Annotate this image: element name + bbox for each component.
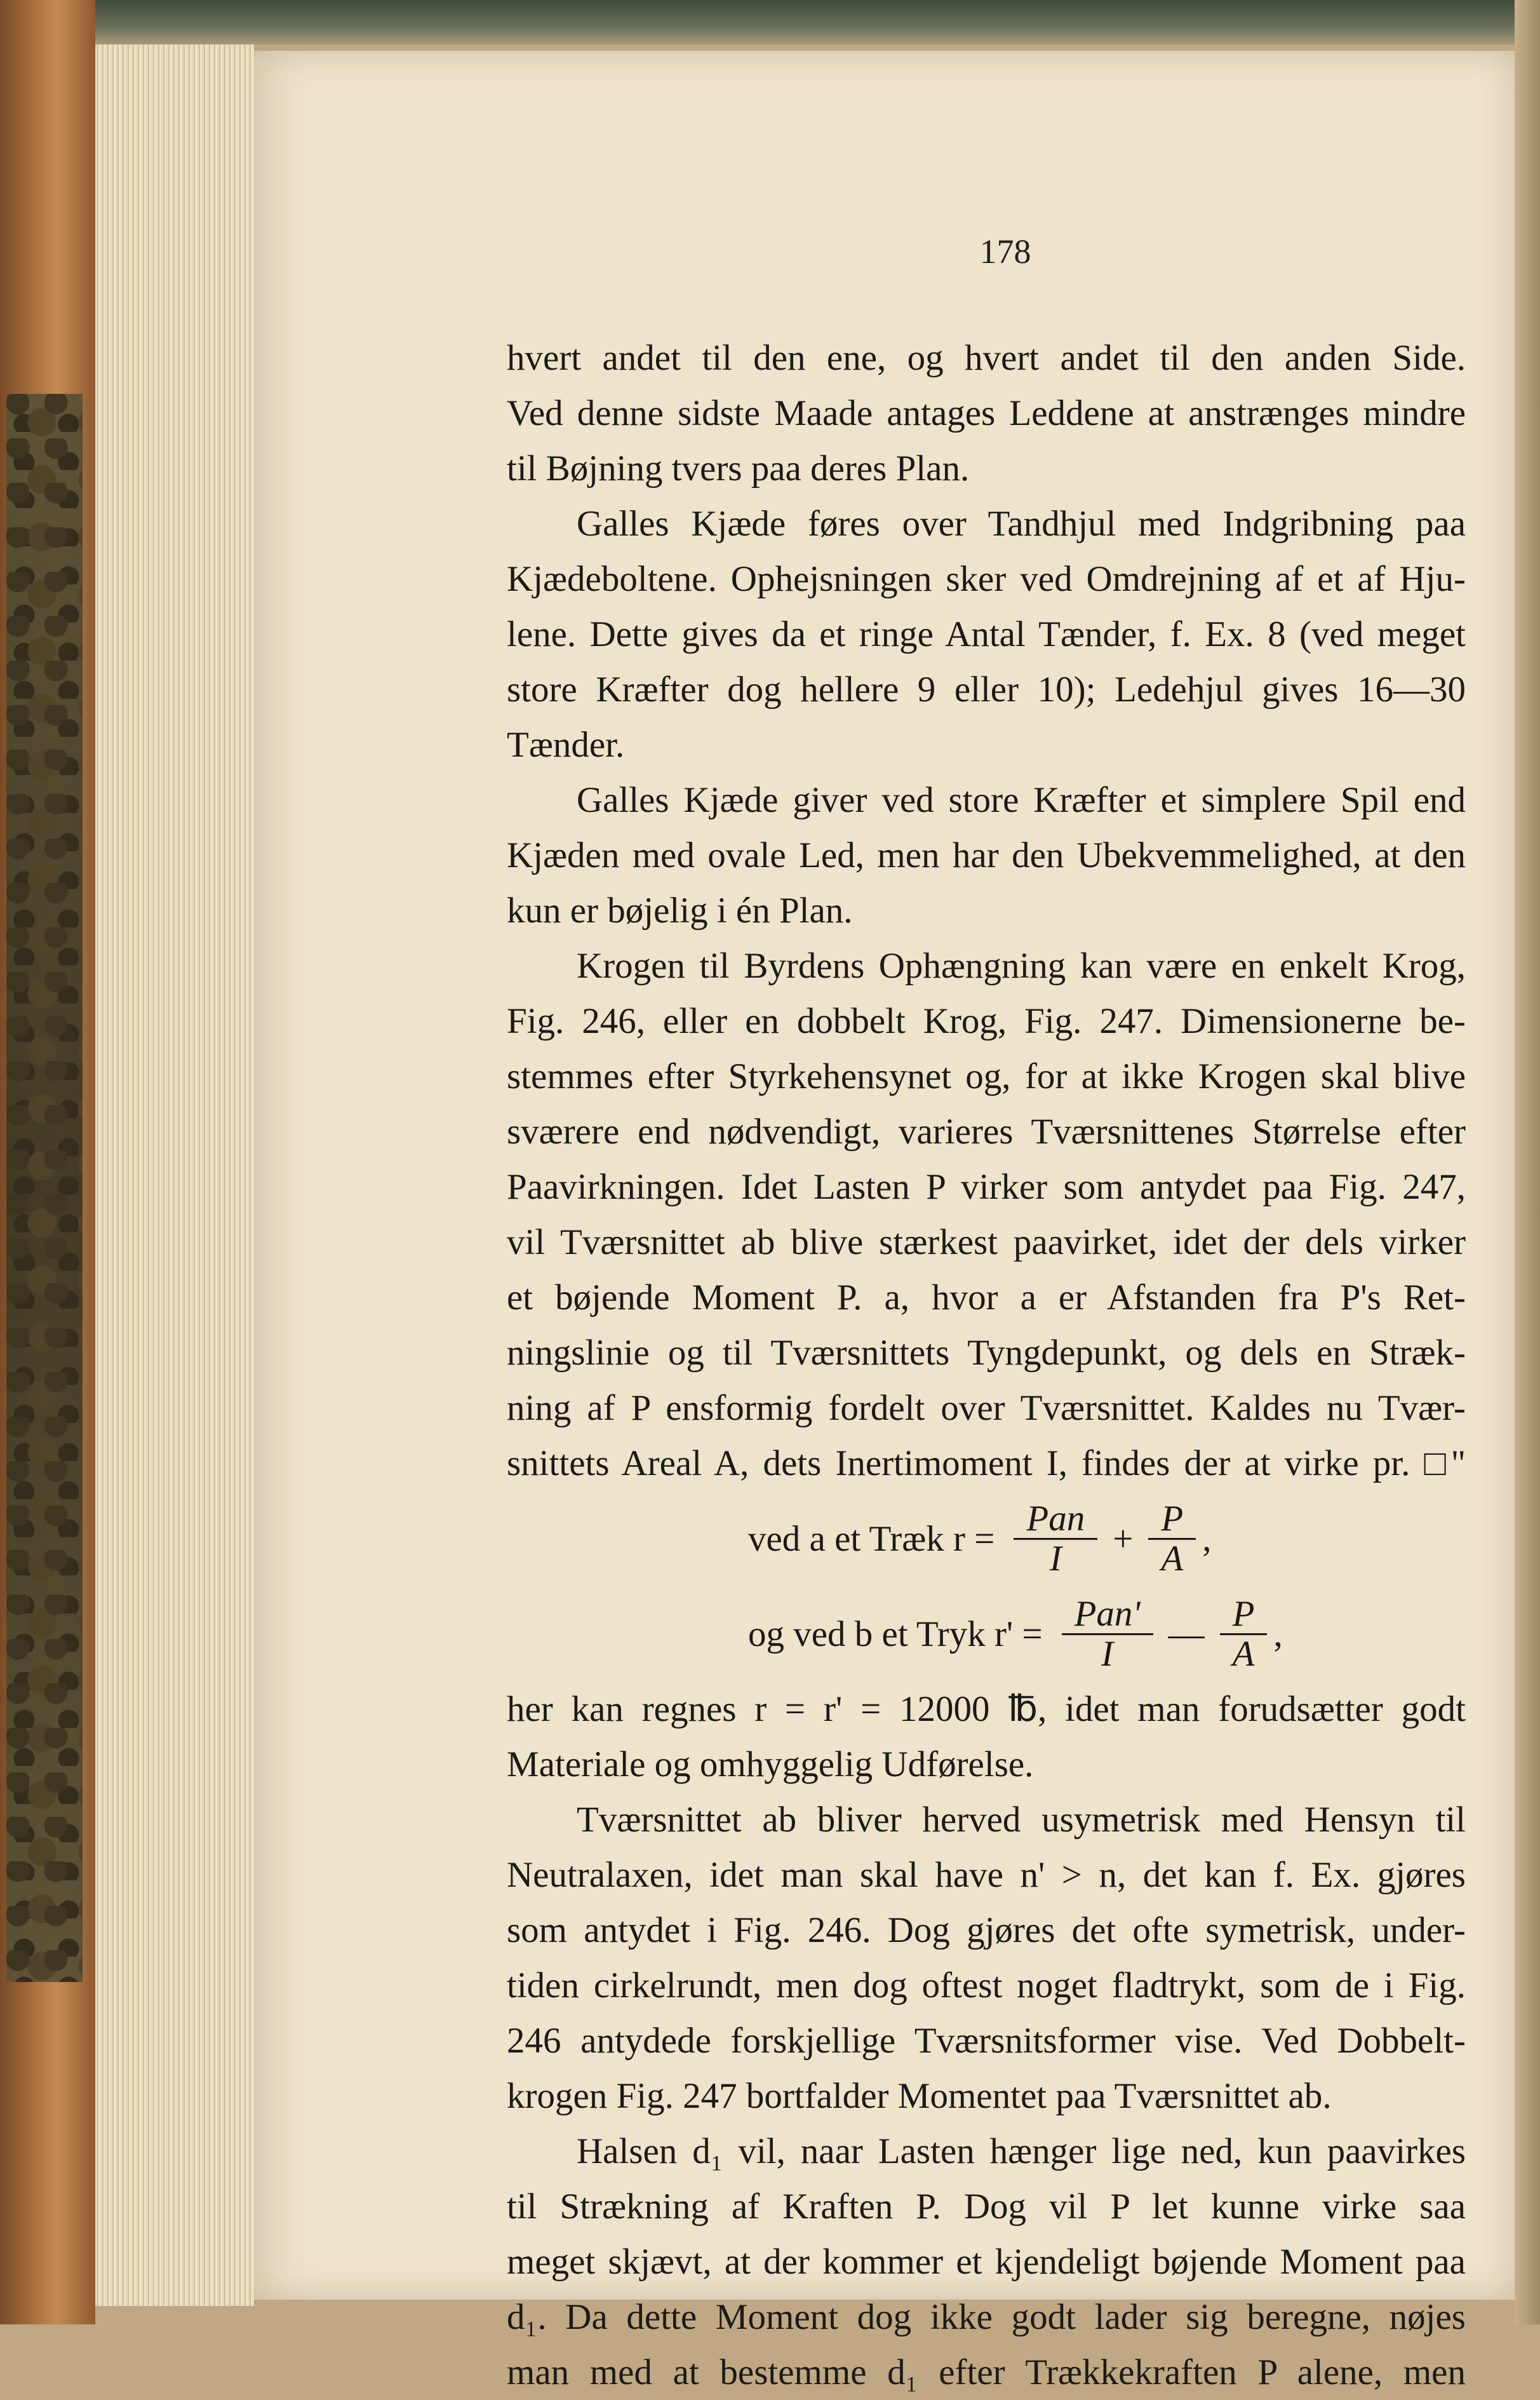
text-line: et bøjende Moment P. a, hvor a er Afstanden fra P's Ret-	[507, 1278, 1466, 1318]
text-line: vil Tværsnittet ab blive stærkest paavirket, idet der dels virker	[507, 1222, 1466, 1262]
fraction	[1220, 1595, 1268, 1673]
fraction	[1062, 1595, 1153, 1673]
denominator: I	[1101, 1633, 1114, 1674]
operator: +	[1113, 1518, 1134, 1559]
text-line: Halsen d₁ vil, naar Lasten hænger lige ned, kun paavirkes	[577, 2131, 1466, 2171]
text-line: tiden cirkelrundt, men dog oftest noget fladtrykt, som de i Fig.	[507, 1965, 1466, 2006]
text-line: her kan regnes r = r' = 12000 ℔, idet man forudsætter godt	[507, 1689, 1466, 1729]
text-line: Ved denne sidste Maade antages Leddene at anstrænges mindre	[507, 393, 1466, 433]
book-cover-top	[95, 0, 1540, 44]
operator: —	[1168, 1614, 1205, 1654]
text-line: Fig. 246, eller en dobbelt Krog, Fig. 247. Dimensionerne be-	[507, 1001, 1466, 1041]
denominator: A	[1161, 1538, 1184, 1579]
text-line: ningslinie og til Tværsnittets Tyngdepunkt, og dels en Stræk-	[507, 1333, 1466, 1373]
equation-lead: ved a et Træk r =	[748, 1518, 995, 1559]
numerator: Pan'	[1062, 1595, 1153, 1635]
text-line: Galles Kjæde føres over Tandhjul med Indgribning paa	[577, 504, 1466, 544]
equation-tail: ,	[1273, 1614, 1283, 1654]
text-line: Neutralaxen, idet man skal have n' > n, det kan f. Ex. gjøres	[507, 1855, 1466, 1895]
equation-compression	[507, 1586, 1466, 1682]
fraction	[1148, 1500, 1196, 1578]
page-stack-edge	[95, 44, 255, 2306]
text-line: til Bøjning tvers paa deres Plan.	[507, 448, 970, 489]
text-line: Galles Kjæde giver ved store Kræfter et simplere Spil end	[577, 780, 1466, 820]
numerator: Pan	[1014, 1500, 1097, 1540]
text-line: krogen Fig. 247 bortfalder Momentet paa Tværsnittet ab.	[507, 2076, 1332, 2116]
text-line: Tænder.	[507, 725, 625, 765]
text-line: 246 antydede forskjellige Tværsnitsformer vise. Ved Dobbelt-	[507, 2021, 1466, 2061]
text-line: hvert andet til den ene, og hvert andet til den anden Side.	[507, 338, 1466, 378]
numerator: P	[1220, 1595, 1268, 1635]
text-line: kun er bøjelig i én Plan.	[507, 891, 853, 931]
text-line: store Kræfter dog hellere 9 eller 10); Ledehjul gives 16—30	[507, 670, 1466, 710]
marbled-cover-pattern	[6, 394, 83, 1982]
text-line: som antydet i Fig. 246. Dog gjøres det ofte symetrisk, under-	[507, 1910, 1466, 1950]
text-line: Kjæden med ovale Led, men har den Ubekvemmelighed, at den	[507, 835, 1466, 875]
equation-lead: og ved b et Tryk r' =	[748, 1614, 1043, 1654]
book-cover-edge	[1515, 0, 1540, 2324]
text-line: stemmes efter Styrkehensynet og, for at ikke Krogen skal blive	[507, 1056, 1466, 1096]
text-line: meget skjævt, at der kommer et kjendeligt bøjende Moment paa	[507, 2242, 1466, 2282]
page-number: 178	[979, 233, 1031, 271]
fraction	[1014, 1500, 1097, 1578]
text-line: Tværsnittet ab bliver herved usymetrisk med Hensyn til	[577, 1800, 1466, 1840]
text-line: sværere end nødvendigt, varieres Tværsnittenes Størrelse efter	[507, 1112, 1466, 1152]
page-text	[507, 330, 1466, 2400]
numerator: P	[1148, 1500, 1196, 1540]
text-line: snittets Areal A, dets Inertimoment I, findes der at virke pr. □"	[507, 1443, 1466, 1483]
equation-tail: ,	[1202, 1518, 1212, 1559]
text-line: Kjædeboltene. Ophejsningen sker ved Omdrejning af et af Hju-	[507, 559, 1466, 599]
text-line: ning af P ensformig fordelt over Tværsnittet. Kaldes nu Tvær-	[507, 1388, 1466, 1428]
denominator: A	[1232, 1633, 1255, 1674]
text-line: man med at bestemme d₁ efter Trækkekraften P alene, men	[507, 2352, 1466, 2392]
text-line: Krogen til Byrdens Ophængning kan være en enkelt Krog,	[577, 946, 1466, 986]
equation-tension	[507, 1491, 1466, 1586]
text-line: d₁. Da dette Moment dog ikke godt lader sig beregne, nøjes	[507, 2297, 1466, 2337]
text-line: til Strækning af Kraften P. Dog vil P let kunne virke saa	[507, 2187, 1466, 2227]
text-line: lene. Dette gives da et ringe Antal Tænder, f. Ex. 8 (ved meget	[507, 614, 1466, 654]
text-line: Paavirkningen. Idet Lasten P virker som antydet paa Fig. 247,	[507, 1167, 1466, 1207]
denominator: I	[1049, 1538, 1062, 1579]
text-line: Materiale og omhyggelig Udførelse.	[507, 1744, 1034, 1784]
